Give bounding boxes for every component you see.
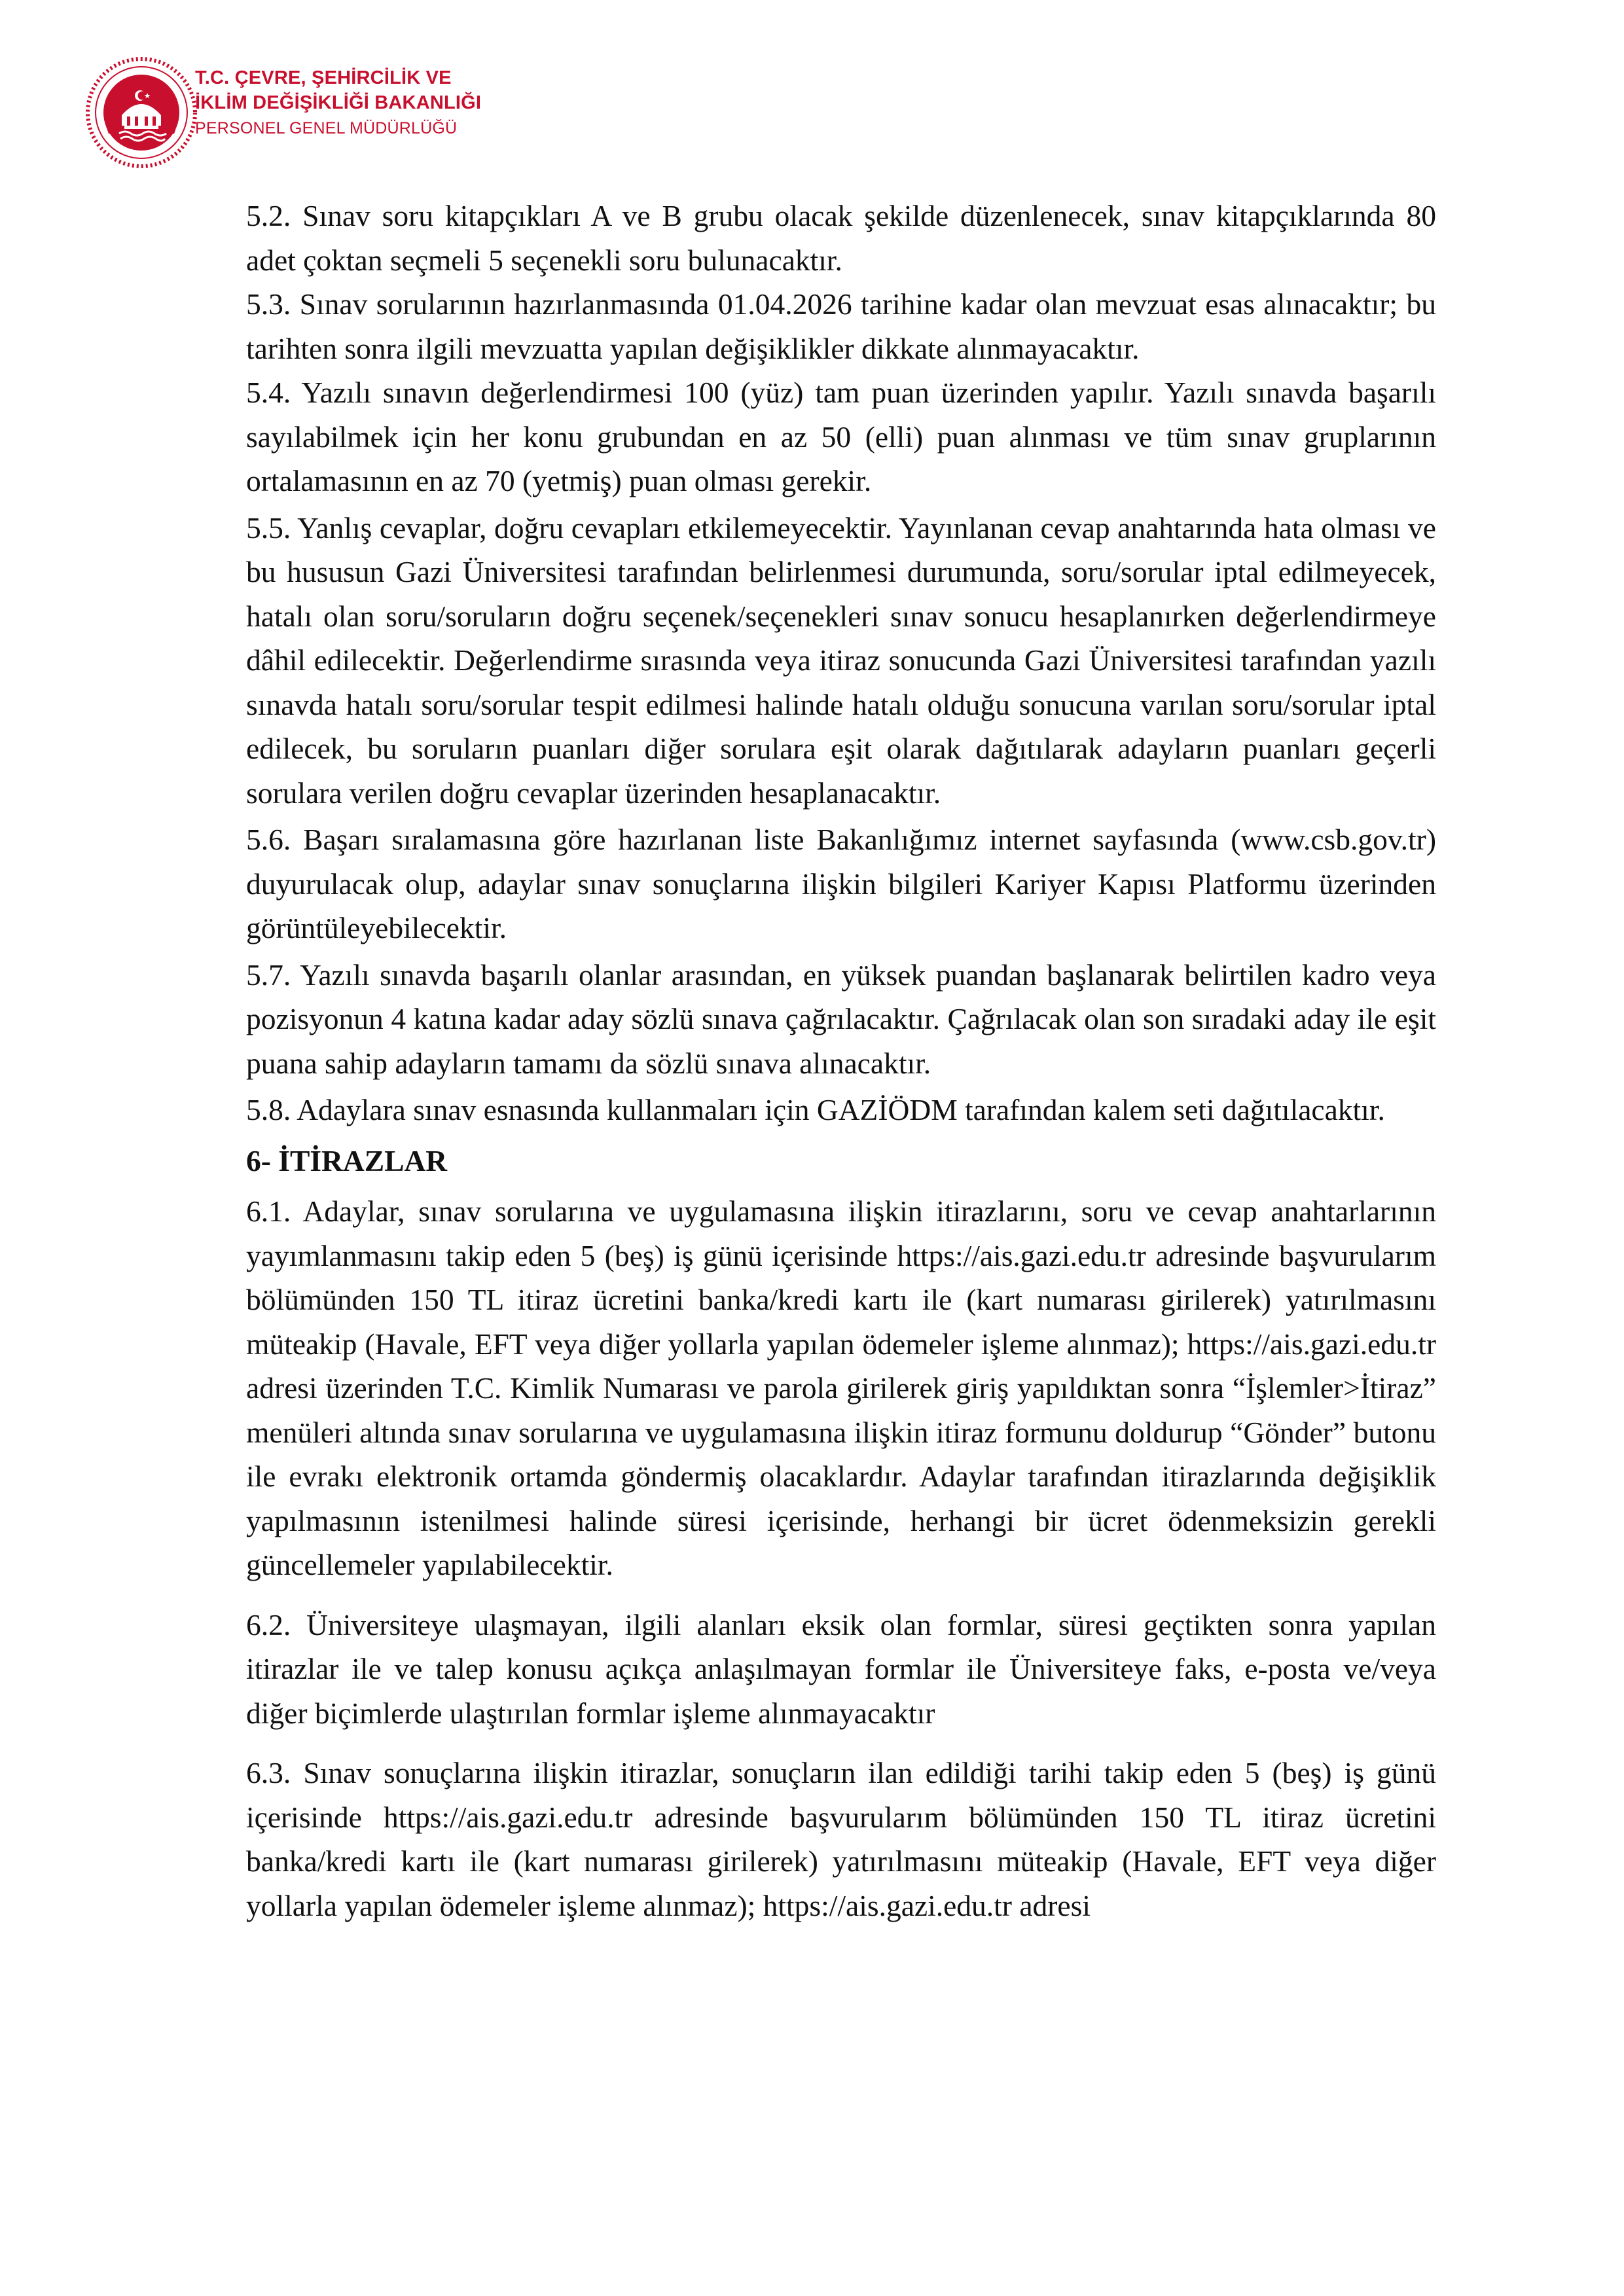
paragraph-6-2: 6.2. Üniversiteye ulaşmayan, ilgili alanları eksik olan formlar, süresi geçtikten sonra yapılan itirazlar ile ve talep konusu açıkça anlaşılmayan formlar ile Üniversiteye faks, e-posta ve/veya diğer biçimlerde ulaştırılan formlar işleme alınmayacaktır	[246, 1607, 1436, 1730]
section-heading-itirazlar: 6- İTİRAZLAR	[246, 1143, 448, 1177]
paragraph-6-3: 6.3. Sınav sonuçlarına ilişkin itirazlar, sonuçların ilan edildiği tarihi takip eden 5 (beş) iş günü içerisinde https://ais.gazi.edu.tr adresinde başvurularım bölümünden 150 TL itiraz ücretini banka/kredi kartı ile (kart numarası girilerek) yatırılmasını müteakip (Havale, EFT veya diğer yollarla yapılan ödemeler işleme alınmaz); https://ais.gazi.edu.tr adresi	[246, 1756, 1436, 1922]
paragraph-5-7: 5.7. Yazılı sınavda başarılı olanlar arasından, en yüksek puandan başlanarak belirtilen kadro veya pozisyonun 4 katına kadar aday sözlü sınava çağrılacaktır. Çağrılacak olan son sıradaki aday ile eşit puana sahip adayların tamamı da sözlü sınava alınacaktır.	[246, 958, 1436, 1080]
paragraph-5-5: 5.5. Yanlış cevaplar, doğru cevapları etkilemeyecektir. Yayınlanan cevap anahtarında hata olması ve bu hususun Gazi Üniversitesi tarafından belirlenmesi durumunda, soru/sorular iptal edilmeyecek, hatalı olan soru/soruların doğru seçenek/seçenekleri sınav sonucu hesaplanırken değerlendirmeye dâhil edilecektir. Değerlendirme sırasında veya itiraz sonucunda Gazi Üniversitesi tarafından yazılı sınavda hatalı soru/sorular tespit edilmesi halinde hatalı olduğu sonucuna varılan soru/sorular iptal edilecek, bu soruların puanları diğer sorulara eşit olarak dağıtılarak adayların puanları geçerli sorulara verilen doğru cevaplar üzerinden hesaplanacaktır.	[246, 511, 1436, 810]
paragraph-5-2: 5.2. Sınav soru kitapçıkları A ve B grubu olacak şekilde düzenlenecek, sınav kitapçıklarında 80 adet çoktan seçmeli 5 seçenekli soru bulunacaktır.	[246, 199, 1436, 277]
organization-name	[195, 65, 588, 141]
paragraph-5-8: 5.8. Adaylara sınav esnasında kullanmaları için GAZİÖDM tarafından kalem seti dağıtılacaktır.	[246, 1093, 1385, 1126]
paragraph-5-4: 5.4. Yazılı sınavın değerlendirmesi 100 (yüz) tam puan üzerinden yapılır. Yazılı sınavda başarılı sayılabilmek için her konu grubundan en az 50 (elli) puan alınması ve tüm sınav gruplarının ortalamasının en az 70 (yetmiş) puan olması gerekir.	[246, 376, 1436, 497]
org-name-line2: İKLİM DEĞİŞİKLİĞİ BAKANLIĞI	[195, 92, 482, 113]
ministry-emblem-icon	[84, 55, 199, 170]
paragraph-6-1: 6.1. Adaylar, sınav sorularına ve uygulamasına ilişkin itirazlarını, soru ve cevap anahtarlarının yayımlanmasını takip eden 5 (beş) iş günü içerisinde https://ais.gazi.edu.tr adresinde başvurularım bölümünden 150 TL itiraz ücretini banka/kredi kartı ile (kart numarası girilerek) yatırılmasını müteakip (Havale, EFT veya diğer yollarla yapılan ödemeler işleme alınmaz); https://ais.gazi.edu.tr adresi üzerinden T.C. Kimlik Numarası ve parola girilerek giriş yapıldıktan sonra “İşlemler>İtiraz” menüleri altında sınav sorularına ve uygulamasına ilişkin itiraz formunu doldurup “Gönder” butonu ile evrakı elektronik ortamda göndermiş olacaklardır. Adaylar tarafından itirazlarında değişiklik yapılmasının istenilmesi halinde süresi içerisinde, herhangi bir ücret ödenmeksizin gerekli güncellemeler yapılabilecektir.	[246, 1194, 1436, 1581]
org-name-line1: T.C. ÇEVRE, ŞEHİRCİLİK VE	[195, 67, 452, 88]
org-name-line3: PERSONEL GENEL MÜDÜRLÜĞÜ	[195, 119, 458, 137]
paragraph-5-3: 5.3. Sınav sorularının hazırlanmasında 01.04.2026 tarihine kadar olan mevzuat esas alınacaktır; bu tarihten sonra ilgili mevzuatta yapılan değişiklikler dikkate alınmayacaktır.	[246, 287, 1436, 365]
document-body	[246, 194, 1436, 1928]
paragraph-5-6: 5.6. Başarı sıralamasına göre hazırlanan liste Bakanlığımız internet sayfasında (www.csb.gov.tr) duyurulacak olup, adaylar sınav sonuçlarına ilişkin bilgileri Kariyer Kapısı Platformu üzerinden görüntüleyebilecektir.	[246, 823, 1436, 944]
